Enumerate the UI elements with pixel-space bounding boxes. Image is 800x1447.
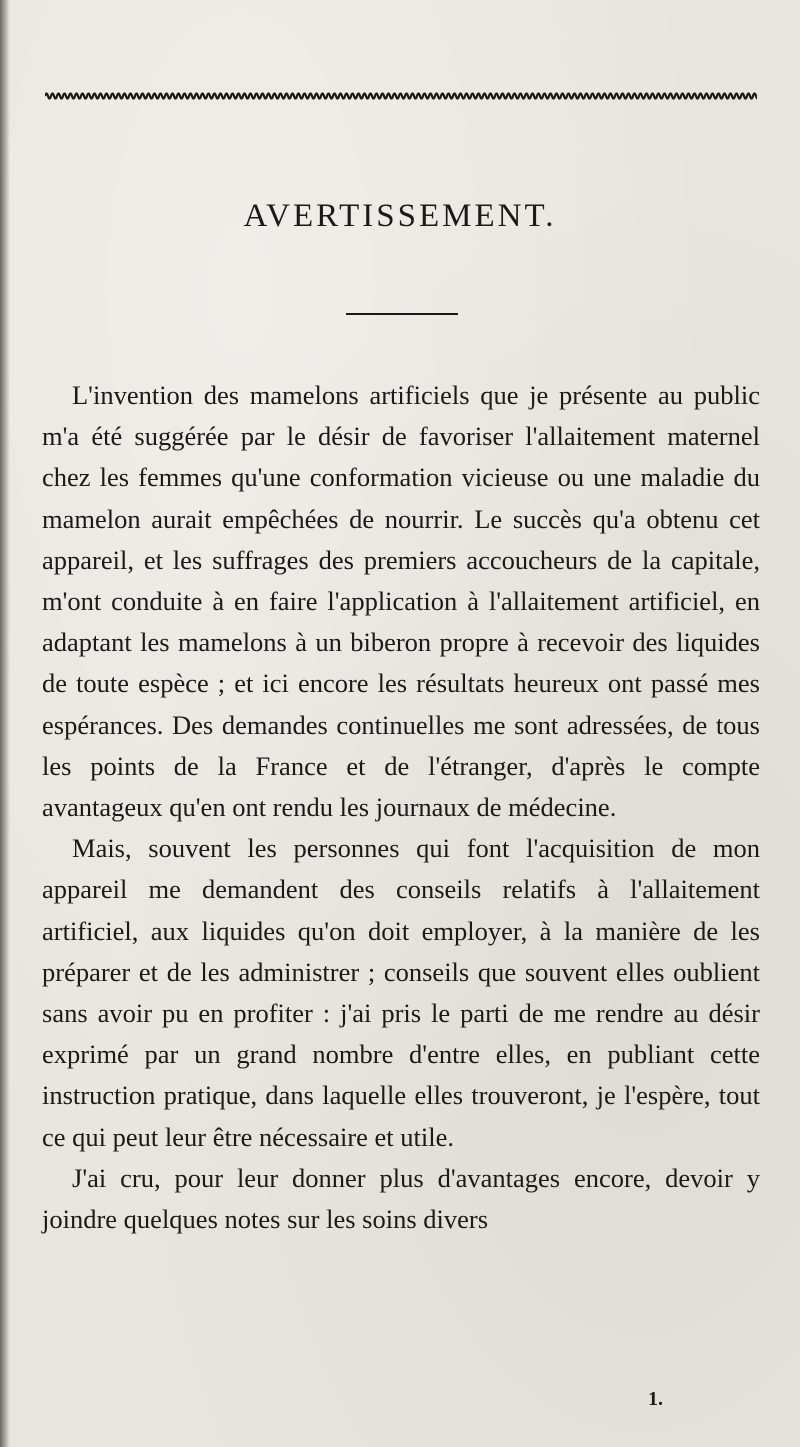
paragraph-2: Mais, souvent les personnes qui font l'acquisition de mon appareil me demandent des conseils relatifs à l'allaitement artificiel, aux liquides qu'on doit employer, à la manière de les préparer et de les administrer ; conseils que souvent elles oublient sans avoir pu en profiter : j'ai pris le parti de me rendre au désir exprimé par un grand nombre d'entre elles, en publiant cette instruction pratique, dans laquelle elles trouveront, je l'espère, tout ce qui peut leur être nécessaire et utile.	[42, 833, 760, 1152]
paragraph-1: L'invention des mamelons artificiels que je présente au public m'a été suggérée par le désir de favoriser l'allaitement maternel chez les femmes qu'une conformation vicieuse ou une maladie du mamelon aurait empêchées de nourrir. Le succès qu'a obtenu cet appareil, et les suffrages des premiers accoucheurs de la capitale, m'ont conduite à en faire l'application à l'allaitement artificiel, en adaptant les mamelons à un biberon propre à recevoir des liquides de toute espèce ; et ici encore les résultats heureux ont passé mes espérances. Des demandes continuelles me sont adressées, de tous les points de la France et de l'étranger, d'après le compte avantageux qu'en ont rendu les journaux de médecine.	[42, 380, 760, 823]
body-text	[42, 375, 760, 1240]
page-title: AVERTISSEMENT.	[243, 198, 557, 234]
page-number: 1.	[648, 1388, 663, 1410]
decorative-header-rule	[45, 90, 757, 102]
paragraph-3: J'ai cru, pour leur donner plus d'avantages encore, devoir y joindre quelques notes sur les soins divers	[42, 1162, 760, 1235]
title-underline-rule	[346, 313, 458, 315]
